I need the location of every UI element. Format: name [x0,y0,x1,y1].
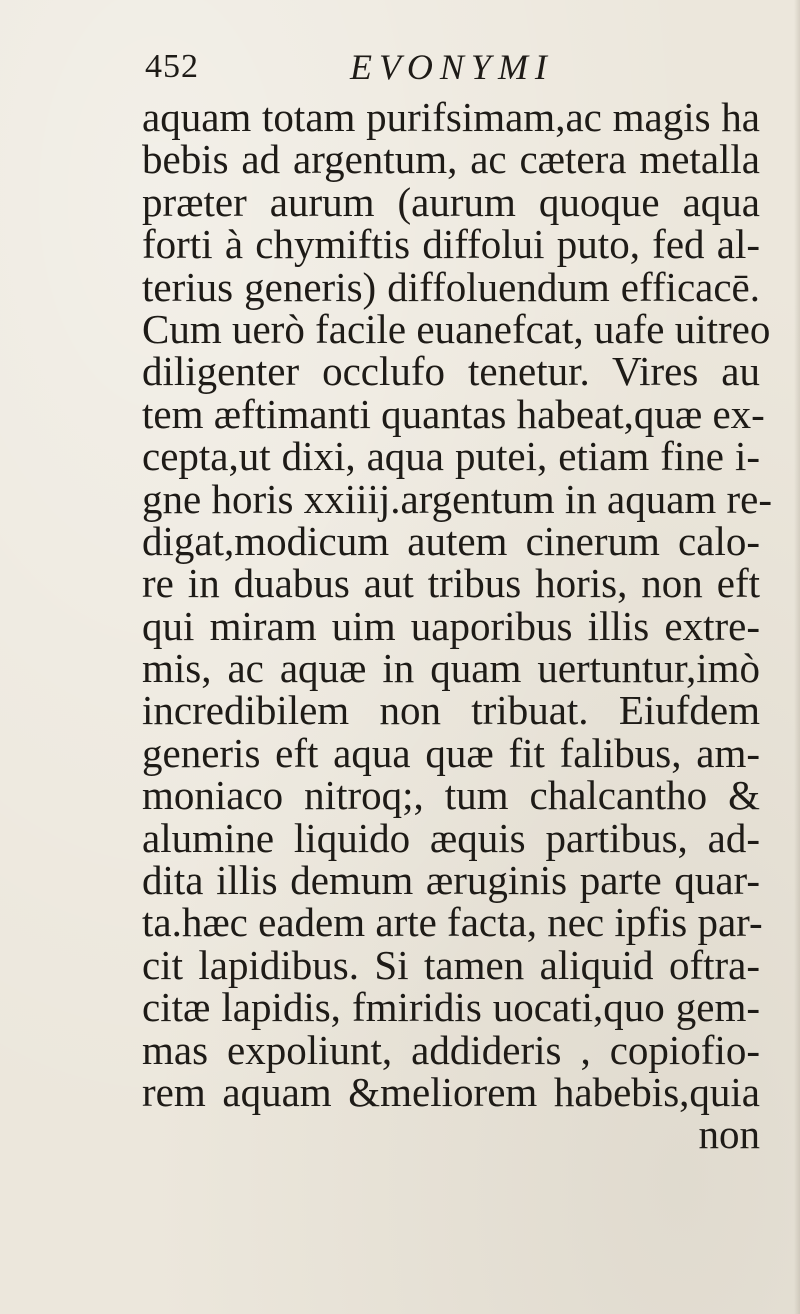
text-line: re in duabus aut tribus horis, non eft [142,560,760,607]
text-line: incredibilem non tribuat. Eiufdem [142,687,760,734]
text-line: qui miram uim uaporibus illis extre- [142,602,760,649]
text-line: terius generis) diffoluendum efficacē. [142,263,760,310]
text-line: cepta,ut dixi, aqua putei, etiam fine i- [142,433,760,480]
text-line: forti à chymiftis diffolui puto, fed al- [142,221,760,268]
text-line: mas expoliunt, addideris , copiofio- [142,1026,760,1073]
text-line: diligenter occlufo tenetur. Vires au [142,348,760,395]
text-line: præter aurum (aurum quoque aqua [142,178,760,225]
text-line: aquam totam purifsimam,ac magis ha [142,94,760,140]
text-line: ta.hæc eadem arte facta, nec ipfis par- [142,899,763,946]
text-line: citæ lapidis, fmiridis uocati,quo gem- [142,984,760,1031]
catchword: non [698,1111,760,1158]
text-line: alumine liquido æquis partibus, ad- [142,814,760,861]
body-text [142,94,773,1158]
running-head [145,44,665,94]
text-line: bebis ad argentum, ac cætera metalla [142,136,760,183]
text-line: generis eft aqua quæ fit falibus, am- [142,729,760,776]
text-line: digat,modicum autem cinerum calo- [142,517,760,564]
page-edge-shadow [794,0,800,1314]
text-line: cit lapidibus. Si tamen aliquid oftra- [142,941,760,988]
text-line: Cum uerò facile euanefcat, uafe uitreo [142,305,771,352]
page-number: 452 [145,48,199,85]
text-line: dita illis demum æruginis parte quar- [142,857,760,904]
text-line: rem aquam &meliorem habebis,quia [142,1068,760,1115]
running-title: EVONYMI [350,47,554,87]
text-line: gne horis xxiiij.argentum in aquam re- [142,475,773,522]
text-line: moniaco nitroq;, tum chalcantho & [142,772,760,819]
text-line: tem æftimanti quantas habeat,quæ ex- [142,390,765,437]
text-line: mis, ac aquæ in quam uertuntur,imò [142,645,760,692]
